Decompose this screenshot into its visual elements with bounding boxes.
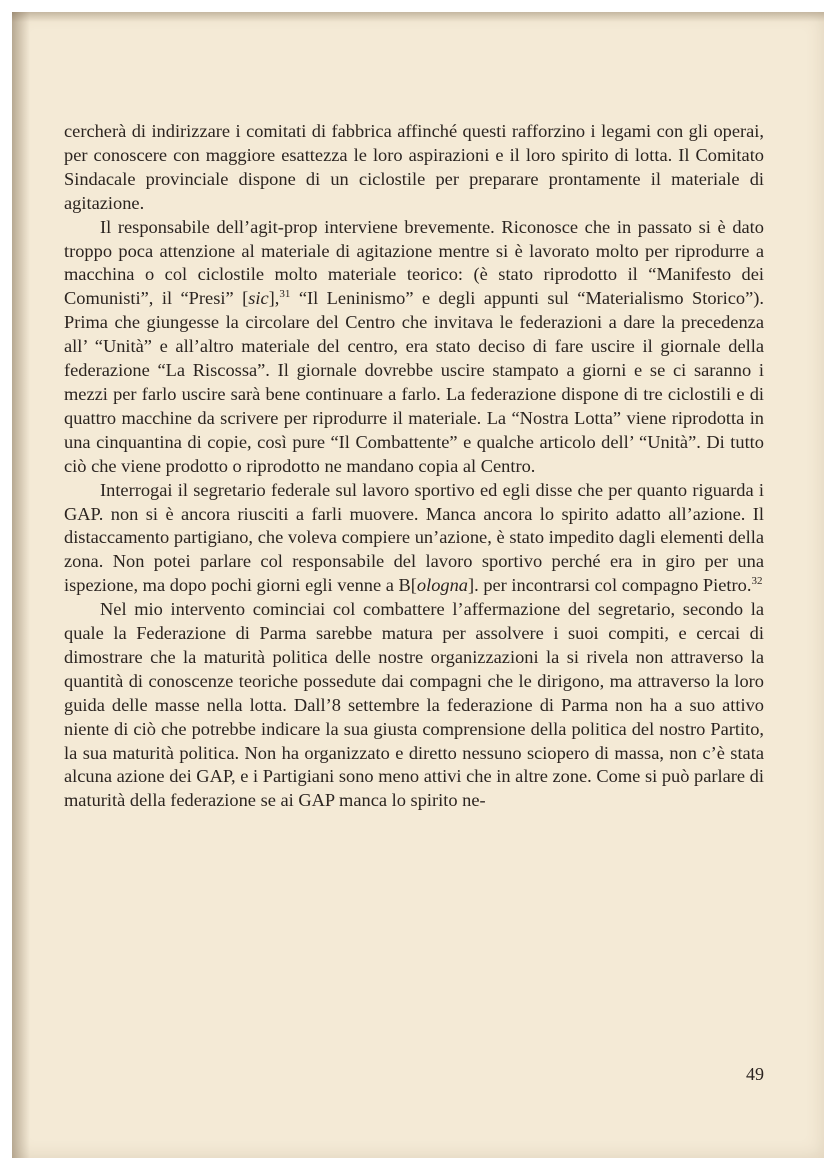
footnote-ref: 31 [279, 288, 291, 301]
text-run: ]. per incontrarsi col compagno Pietro. [468, 575, 752, 596]
paragraph [64, 598, 764, 813]
text-run: Il responsabile dell’agit-prop interviene brevemente. Riconosce che in passato si è dato troppo poca attenzione al materiale di agitazione mentre si è lavorato molto per riprodurre a macchina o col ciclostile molto materiale teorico: (è stato riprodotto il “Manifesto dei Comunisti”, il “Presi” [ [64, 216, 764, 309]
text-run: cercherà di indirizzare i comitati di fabbrica affinché questi rafforzino i legami con gli operai, per conoscere con maggiore esattezza le loro aspirazioni e il loro spirito di lotta. Il Comitato Sindacale provinciale dispone di un ciclostile per preparare prontamente il materiale di agitazione. [64, 121, 764, 213]
body-text [64, 120, 764, 813]
top-edge-shadow [12, 12, 824, 22]
paragraph [64, 216, 764, 479]
page-number: 49 [746, 1064, 764, 1084]
footnote-ref: 32 [751, 575, 763, 588]
binding-shadow [12, 12, 30, 1158]
paragraph [64, 479, 764, 599]
text-run: Interrogai il segretario federale sul lavoro sportivo ed egli disse che per quanto riguarda i GAP. non si è ancora riusciti a farli muovere. Manca ancora lo spirito adatto all’azione. Il distaccamento partigiano, che voleva compiere un’azione, è stato impedito dagli elementi della zona. Non potei parlare col responsabile del lavoro sportivo perché era in giro per una ispezione, ma dopo pochi giorni egli venne a B[ [64, 479, 764, 596]
text-run: ], [268, 288, 280, 309]
text-run: ologna [416, 575, 468, 596]
text-run: sic [248, 288, 269, 309]
text-run: Nel mio intervento cominciai col combattere l’affermazione del segretario, secondo la quale la Federazione di Parma sarebbe matura per assolvere i suoi compiti, e cercai di dimostrare che la maturità politica delle nostre organizzazioni la si rivela non attraverso la quantità di conoscenze teoriche possedute dai compagni che le dirigono, ma attraverso la loro guida delle masse nella lotta. Dall’8 settembre la federazione di Parma non ha a suo attivo niente di ciò che potrebbe indicare la sua giusta comprensione della politica del nostro Partito, la sua maturità politica. Non ha organizzato e diretto nessuno sciopero di massa, non c’è stata alcuna azione dei GAP, e i Partigiani sono meno attivi che in altre zone. Come si può parlare di maturità della federazione se ai GAP manca lo spirito ne- [64, 599, 764, 811]
text-run: “Il Leninismo” e degli appunti sul “Materialismo Storico”). Prima che giungesse la circolare del Centro che invitava le federazioni a dare la precedenza all’ “Unità” e all’altro materiale del centro, era stato deciso di fare uscire il giornale della federazione “La Riscossa”. Il giornale dovrebbe uscire stampato a giorni e se ci saranno i mezzi per farlo uscire sarà bene continuare a farlo. La federazione dispone di tre ciclostili e di quattro macchine da scrivere per riprodurre il materiale. La “Nostra Lotta” viene riprodotta in una cinquantina di copie, così pure “Il Combattente” e qualche articolo dell’ “Unità”. Di tutto ciò che viene prodotto o riprodotto ne mandano copia al Centro. [64, 288, 764, 476]
scanned-page [12, 12, 824, 1158]
paragraph [64, 120, 764, 216]
